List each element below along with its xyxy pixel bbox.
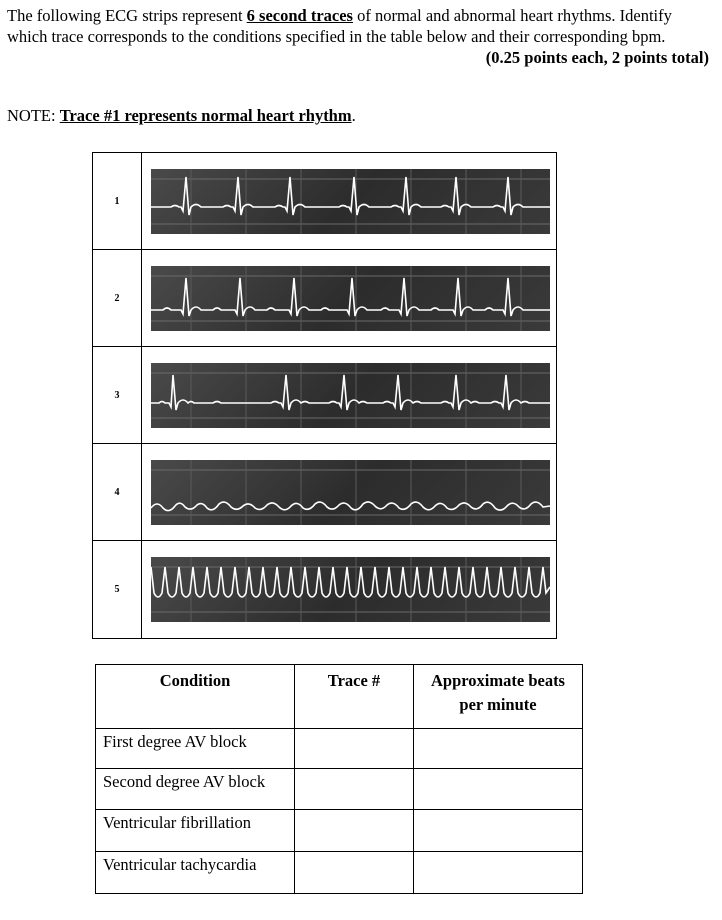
trace-number: 3	[93, 347, 142, 443]
table-row	[96, 769, 583, 810]
bpm-answer-cell[interactable]	[414, 769, 583, 810]
trace-answer-cell[interactable]	[295, 852, 414, 894]
header-bpm: Approximate beats per minute	[414, 665, 583, 729]
header-condition: Condition	[96, 665, 295, 729]
six-second-traces-emphasis: 6 second traces	[246, 6, 353, 25]
ecg-waveform-trace-2	[151, 266, 550, 331]
trace-row-4	[93, 444, 556, 541]
table-row	[96, 729, 583, 769]
ecg-trace-table	[92, 152, 557, 639]
trace-row-3	[93, 347, 556, 444]
ecg-waveform-trace-3	[151, 363, 550, 428]
trace-number: 2	[93, 250, 142, 346]
trace-number: 5	[93, 541, 142, 638]
ecg-waveform-normal	[151, 169, 550, 234]
instructions	[7, 5, 713, 67]
ecg-waveform-trace-4	[151, 460, 550, 525]
trace-number: 4	[93, 444, 142, 540]
trace-answer-cell[interactable]	[295, 729, 414, 769]
condition-table-header	[96, 665, 583, 729]
table-row	[96, 852, 583, 894]
bpm-answer-cell[interactable]	[414, 729, 583, 769]
ecg-strip-1	[151, 169, 550, 234]
trace-row-5	[93, 541, 556, 638]
condition-cell: Second degree AV block	[96, 769, 295, 810]
trace-number: 1	[93, 153, 142, 249]
condition-table	[95, 664, 583, 894]
ecg-strip-4	[151, 460, 550, 525]
condition-cell: First degree AV block	[96, 729, 295, 769]
note-emphasis: Trace #1 represents normal heart rhythm	[59, 106, 352, 125]
bpm-answer-cell[interactable]	[414, 852, 583, 894]
ecg-strip-2	[151, 266, 550, 331]
instructions-text: The following ECG strips represent 6 second traces of normal and abnormal heart rhythms. Identify which trace corresponds to the conditions specified in the table below and their corresponding bpm.	[7, 6, 672, 46]
ecg-waveform-trace-5	[151, 557, 550, 622]
trace-row-1	[93, 153, 556, 250]
bpm-answer-cell[interactable]	[414, 810, 583, 852]
points-note: (0.25 points each, 2 points total)	[485, 48, 709, 67]
trace-answer-cell[interactable]	[295, 769, 414, 810]
note: NOTE: Trace #1 represents normal heart rhythm.	[7, 106, 356, 125]
ecg-strip-5	[151, 557, 550, 622]
table-row	[96, 810, 583, 852]
condition-cell: Ventricular fibrillation	[96, 810, 295, 852]
ecg-strip-3	[151, 363, 550, 428]
header-trace-number: Trace #	[295, 665, 414, 729]
trace-row-2	[93, 250, 556, 347]
condition-cell: Ventricular tachycardia	[96, 852, 295, 894]
trace-answer-cell[interactable]	[295, 810, 414, 852]
